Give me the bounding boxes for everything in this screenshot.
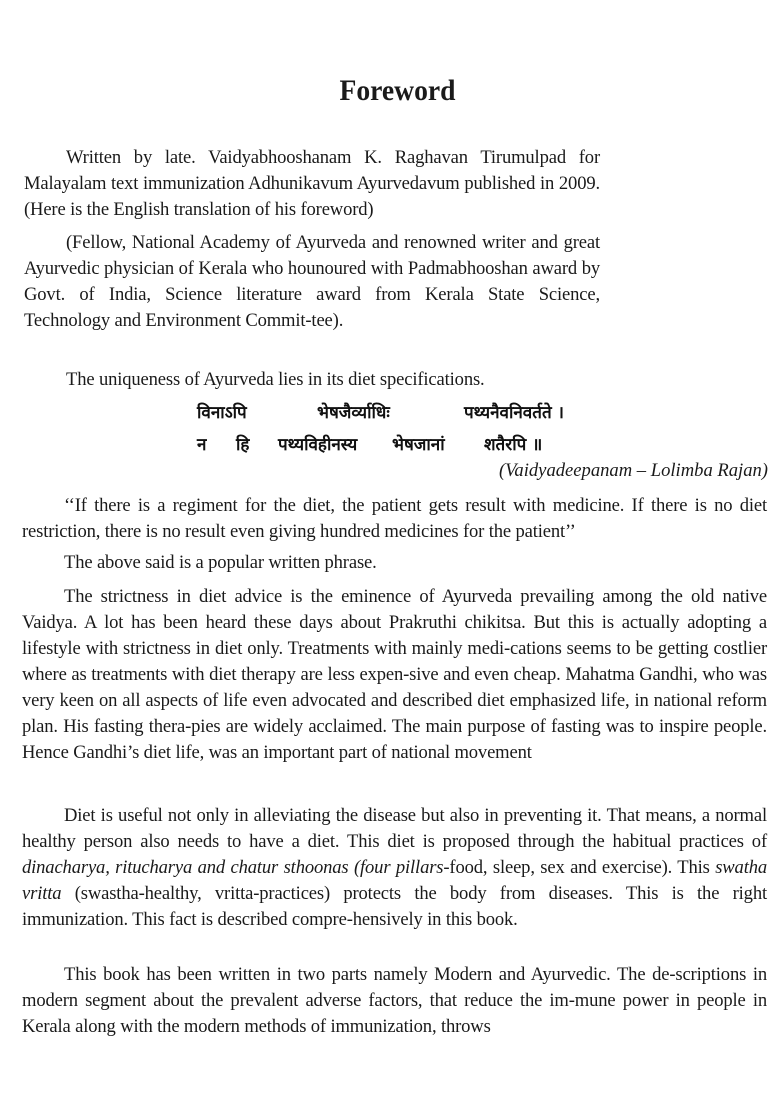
verse-word: विनाऽपि — [197, 403, 247, 423]
page-title: Foreword — [339, 74, 456, 107]
verse-citation: (Vaidyadeepanam – Lolimba Rajan) — [498, 460, 768, 481]
verse-word: न — [197, 435, 207, 455]
phrase-paragraph: The above said is a popular written phrase. — [64, 552, 377, 573]
diet-paragraph — [22, 803, 767, 933]
intro-paragraph: Written by late. Vaidyabhooshanam K. Raghavan Tirumulpad for Malayalam text immunization Adhunikavum Ayurvedavum published in 2009. (Here is the English translation of his foreword) — [24, 147, 600, 220]
verse-word: भेषजानां — [392, 435, 445, 455]
uniqueness-paragraph: The uniqueness of Ayurveda lies in its diet specifications. — [66, 369, 485, 390]
credentials-paragraph: (Fellow, National Academy of Ayurveda and renowned writer and great Ayurvedic physician of Kerala who hounoured with Padmabhooshan award by Govt. of India, Science literature award from Kerala State Science, Technology and Environment Commit-tee). — [24, 232, 600, 331]
verse-word: पथ्यविहीनस्य — [278, 435, 358, 455]
diet-text: Diet is useful not only in alleviating the disease but also in preventing it. That means, a normal healthy person also needs to have a diet. This diet is proposed through the habitual practices of — [22, 805, 767, 852]
verse-word: हि — [236, 435, 250, 455]
diet-text: (swastha-healthy, vritta-practices) protects the body from diseases. This is the right immunization. This fact is described compre-hensively in this book. — [22, 883, 767, 930]
diet-text: -food, sleep, sex and exercise). This — [443, 857, 716, 878]
verse-word: शतैरपि ॥ — [484, 435, 543, 455]
diet-italic-terms: dinacharya, ritucharya and chatur sthoonas (four pillars — [22, 857, 444, 878]
diet-italic-term: swatha vritta — [22, 857, 767, 904]
verse-word: भेषजैर्व्याधिः — [317, 403, 390, 423]
verse-word: पथ्यनैवनिवर्तते । — [464, 403, 564, 423]
strictness-paragraph: The strictness in diet advice is the eminence of Ayurveda prevailing among the old native Vaidya. A lot has been heard these days about Prakruthi chikitsa. But this is actually adopting a lifestyle with strictness in diet only. Treatments with mainly medi-cations seems to be getting costlier where as treatments with diet therapy are less expen-sive and even cheap. Mahatma Gandhi, who was very keen on all aspects of life even advocated and described diet emphasized life, in national reform plan. His fasting thera-pies are widely acclaimed. The main purpose of fasting was to inspire people. Hence Gandhi’s diet life, was an important part of national movement — [22, 586, 767, 763]
book-paragraph: This book has been written in two parts namely Modern and Ayurvedic. The de-scriptions in modern segment about the prevalent adverse factors, that reduce the im-mune power in people in Kerala along with the modern methods of immunization, throws — [22, 964, 767, 1037]
quote-paragraph: ‘‘If there is a regiment for the diet, the patient gets result with medicine. If there is no diet restriction, there is no result even giving hundred medicines for the patient’’ — [22, 495, 767, 542]
